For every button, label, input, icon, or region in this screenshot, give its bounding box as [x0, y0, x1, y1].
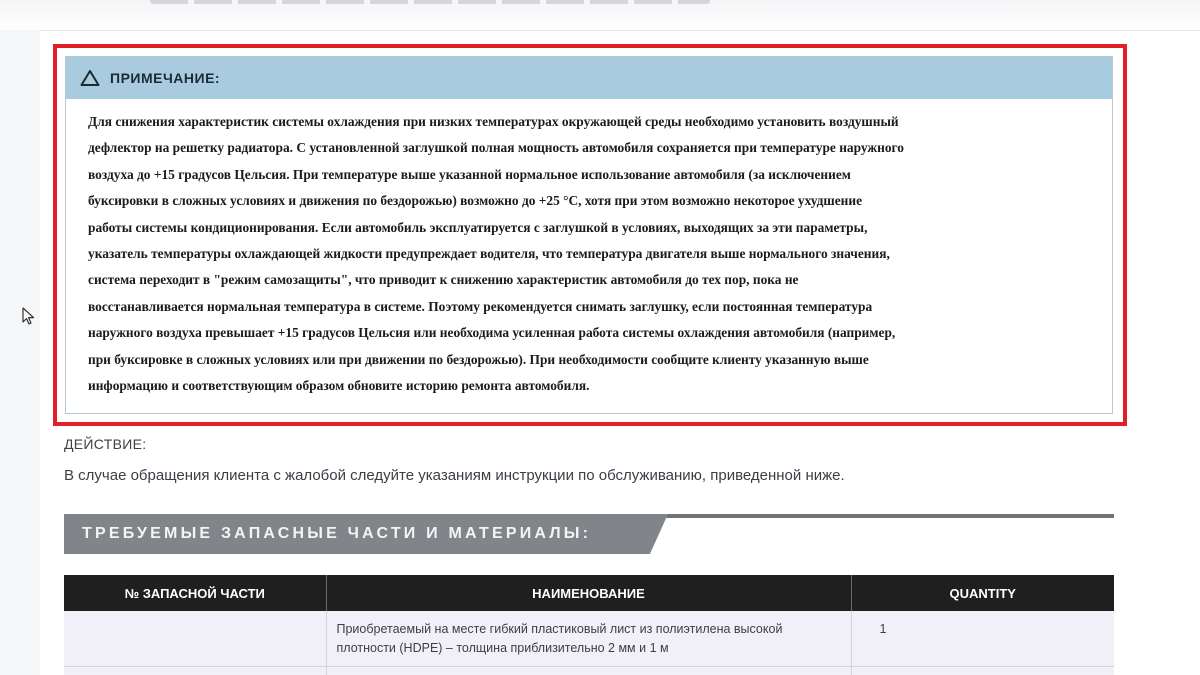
- table-row-partial: [64, 667, 1114, 675]
- column-header-name: НАИМЕНОВАНИЕ: [326, 575, 851, 611]
- highlight-frame: [53, 44, 1127, 426]
- parts-section-banner: [64, 514, 1114, 556]
- table-cell: [851, 667, 1114, 675]
- note-line: наружного воздуха превышает +15 градусов Цельсия или необходима усиленная работа системы охлаждения автомобиля (например,: [88, 325, 896, 341]
- note-title: ПРИМЕЧАНИЕ:: [110, 70, 221, 86]
- note-line: работы системы кондиционирования. Если автомобиль эксплуатируется с заглушкой в условиях, выходящих за эти параметры,: [88, 219, 868, 235]
- parts-table: [64, 575, 1114, 675]
- note-box: [65, 56, 1113, 414]
- note-line: информацию и соответствующим образом обновите историю ремонта автомобиля.: [88, 378, 590, 394]
- note-line: указатель температуры охлаждающей жидкости предупреждает водителя, что температура двигателя выше нормального значения,: [88, 246, 890, 262]
- parts-section-title: ТРЕБУЕМЫЕ ЗАПАСНЫЕ ЧАСТИ И МАТЕРИАЛЫ:: [82, 525, 592, 542]
- part-number-cell: [64, 611, 326, 667]
- mouse-pointer-icon: [22, 307, 36, 327]
- note-line: система переходит в "режим самозащиты", что приводит к снижению характеристик автомобиля до тех пор, пока не: [88, 272, 799, 288]
- note-line: воздуха до +15 градусов Цельсия. При температуре выше указанной нормальное использование автомобиля (за исключением: [88, 166, 851, 182]
- left-margin: [0, 30, 40, 675]
- part-name-cell: Приобретаемый на месте гибкий пластиковый лист из полиэтилена высокой плотности (HDPE) – толщина приблизительно 2 мм и 1 м: [326, 611, 851, 667]
- note-line: буксировки в сложных условиях и движения по бездорожью) возможно до +25 °C, хотя при этом возможно некоторое ухудшение: [88, 193, 863, 209]
- table-cell: [326, 667, 851, 675]
- column-header-quantity: QUANTITY: [851, 575, 1114, 611]
- warning-triangle-icon: [80, 69, 100, 87]
- note-line: восстанавливается нормальная температура в системе. Поэтому рекомендуется снимать заглушку, если постоянная температура: [88, 298, 873, 314]
- table-cell: [64, 667, 326, 675]
- column-header-part-number: № ЗАПАСНОЙ ЧАСТИ: [64, 575, 326, 611]
- note-line: дефлектор на решетку радиатора. С установленной заглушкой полная мощность автомобиля сохраняется при температуре наружного: [88, 140, 904, 156]
- table-header-row: [64, 575, 1114, 611]
- note-line: при буксировке в сложных условиях или при движении по бездорожью). При необходимости сообщите клиенту указанную выше: [88, 351, 869, 367]
- action-text: В случае обращения клиента с жалобой следуйте указаниям инструкции по обслуживанию, приведенной ниже.: [64, 467, 845, 484]
- cut-off-text-line: [150, 0, 710, 4]
- table-row: [64, 611, 1114, 667]
- note-line: Для снижения характеристик системы охлаждения при низких температурах окружающей среды необходимо установить воздушный: [88, 114, 899, 129]
- note-text: [88, 109, 1090, 399]
- note-header: [66, 57, 1112, 99]
- top-scrolled-content: [0, 0, 1200, 31]
- action-label: ДЕЙСТВИЕ:: [64, 436, 147, 452]
- quantity-cell: 1: [851, 611, 1114, 667]
